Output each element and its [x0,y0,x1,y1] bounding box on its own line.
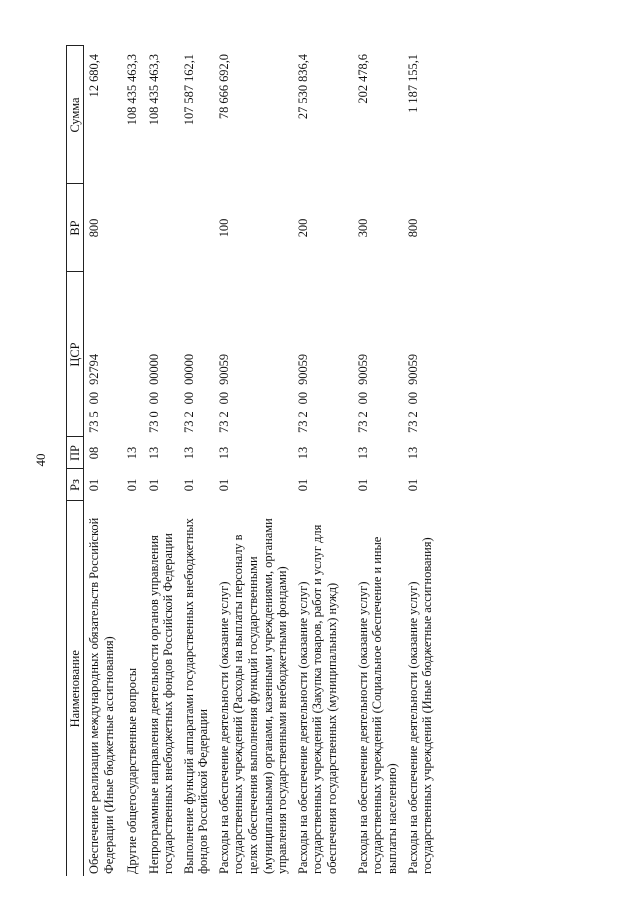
csr-part: 00 [87,391,101,405]
row-pr: 13 [355,446,370,460]
row-pr: 13 [146,446,161,460]
csr-part: 73 2 [405,411,420,433]
row-csr [179,272,214,437]
csr-code [296,276,311,433]
page-number: 40 [33,453,48,467]
rotated-page-content [66,46,502,876]
csr-code [356,276,371,433]
csr-part: 73 2 [295,411,310,433]
row-pr: 13 [405,446,420,460]
csr-part: 73 0 [146,411,161,433]
csr-part: 90059 [216,353,231,385]
csr-part: 92794 [87,353,101,385]
row-name: Расходы на обеспечение деятельности (оказание услуг) государственных учреждений (Расходы на выплаты персоналу в целях обеспечения выполнения функций государственными (муниципальными) органами, казенными учреждениями, органами управления государственными внебюджетными фондами) [216,518,290,874]
header-name: Наименование [67,501,84,876]
row-sum: 12 680,4 [87,54,101,98]
csr-part: 00000 [146,353,161,385]
row-rz: 01 [295,478,310,492]
row-rz: 01 [87,478,101,492]
csr-part: 73 2 [355,411,370,433]
table-row [214,46,293,876]
table-row [353,46,403,876]
table-row [179,46,214,876]
csr-part: 00 [146,391,161,405]
row-rz: 01 [405,478,420,492]
table-header-row [67,46,84,876]
table-row [84,46,122,876]
header-csr: ЦСР [67,272,84,437]
row-rz: 01 [124,478,139,492]
row-name: Расходы на обеспечение деятельности (оказание услуг) государственных учреждений (Иные бюджетные ассигнования) [405,537,435,874]
row-vr: 200 [295,218,310,238]
csr-part: 00 [216,391,231,405]
table-row [122,46,144,876]
row-csr [353,272,403,437]
row-name: Обеспечение реализации международных обязательств Российской Федерации (Иные бюджетные ассигнования) [87,517,116,874]
row-csr [84,272,122,437]
row-pr: 08 [87,446,101,460]
row-rz: 01 [146,478,161,492]
row-vr [144,184,179,272]
row-rz: 01 [355,478,370,492]
row-name: Другие общегосударственные вопросы [124,667,139,874]
csr-code [87,276,102,433]
csr-part: 00 [295,391,310,405]
table-row [293,46,353,876]
row-pr: 13 [295,446,310,460]
csr-part: 73 2 [181,411,196,433]
header-pr: ПР [67,437,84,469]
row-csr [293,272,353,437]
csr-part: 00 [181,391,196,405]
row-sum: 78 666 692,0 [216,54,231,120]
csr-part: 00000 [181,353,196,385]
row-rz: 01 [181,478,196,492]
budget-table [66,46,453,877]
csr-part: 00 [405,391,420,405]
csr-code [217,276,232,433]
csr-code [147,276,162,433]
row-vr: 300 [355,218,370,238]
row-csr [214,272,293,437]
csr-part: 73 2 [216,411,231,433]
row-csr [122,272,144,437]
row-sum: 107 587 162,1 [181,54,196,126]
row-name: Расходы на обеспечение деятельности (оказание услуг) государственных учреждений (Закупка товаров, работ и услуг для обеспечения государственных (муниципальных) нужд) [295,524,340,874]
header-vr: ВР [67,184,84,272]
row-sum: 27 530 836,4 [295,54,310,120]
csr-part: 90059 [295,353,310,385]
row-name: Выполнение функций аппаратами государственных внебюджетных фондов Российской Федерации [181,518,211,874]
header-sum: Сумма [67,46,84,184]
row-vr [122,184,144,272]
csr-code [182,276,197,433]
csr-part: 90059 [355,353,370,385]
header-rz: Рз [67,469,84,501]
row-pr: 13 [124,446,139,460]
row-rz: 01 [216,478,231,492]
row-sum: 108 435 463,3 [124,54,139,126]
row-vr: 800 [87,218,101,238]
csr-part: 00 [355,391,370,405]
row-csr [144,272,179,437]
table-row [403,46,453,876]
csr-part: 73 5 [87,411,101,433]
row-csr [403,272,453,437]
csr-code [406,276,421,433]
row-vr: 800 [405,218,420,238]
row-sum: 108 435 463,3 [146,54,161,126]
row-sum: 1 187 155,1 [405,54,420,113]
row-pr: 13 [181,446,196,460]
row-vr: 100 [216,218,231,238]
row-pr: 13 [216,446,231,460]
csr-part: 90059 [405,353,420,385]
row-name: Расходы на обеспечение деятельности (оказание услуг) государственных учреждений (Социальное обеспечение и иные выплаты населению) [355,536,400,874]
row-vr [179,184,214,272]
table-body [84,46,453,876]
row-sum: 202 478,6 [355,54,370,104]
table-row [144,46,179,876]
row-name: Непрограммные направления деятельности органов управления государственных внебюджетных фондов Российской Федерации [146,533,176,874]
